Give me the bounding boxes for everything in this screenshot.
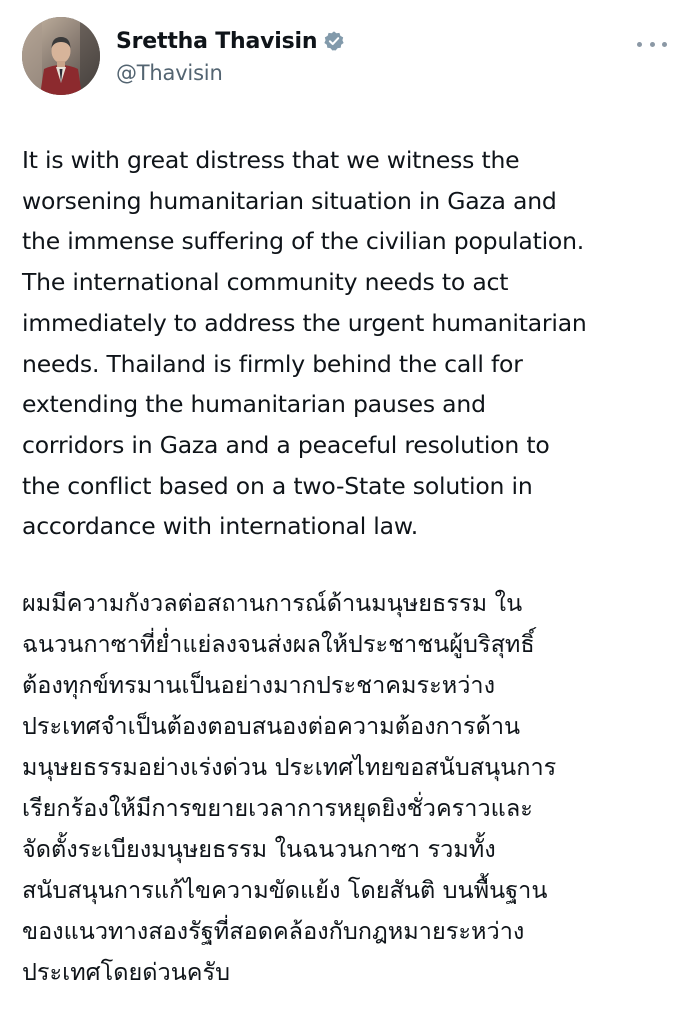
text-line: สนับสนุนการแก้ไขความขัดแย้ง โดยสันติ บนพื้นฐาน [22,876,548,904]
verified-badge-icon [323,30,345,52]
text-line: immediately to address the urgent humanitarian [22,308,587,337]
text-line: worsening humanitarian situation in Gaza and [22,186,557,215]
text-line: the immense suffering of the civilian population. [22,227,585,256]
text-line: The international community needs to act [22,268,509,297]
more-dot [650,42,655,47]
tweet-header [22,17,667,97]
text-line: the conflict based on a two-State solution in [22,471,533,500]
text-line: ประเทศโดยด่วนครับ [22,958,231,986]
text-line: corridors in Gaza and a peaceful resolution to [22,430,550,459]
text-line: It is with great distress that we witness the [22,146,520,174]
display-name-row [116,27,345,55]
avatar[interactable] [22,17,100,95]
tweet-text-english [22,140,672,547]
text-line: มนุษยธรรมอย่างเร่งด่วน ประเทศไทยขอสนับสนุนการ [22,753,557,781]
more-dot [637,42,642,47]
tweet-text-thai [22,583,672,993]
display-name[interactable]: Srettha Thavisin [116,28,318,54]
text-line: ฉนวนกาซาที่ย่ำแย่ลงจนส่งผลให้ประชาชนผู้บริสุทธิ์ [22,630,535,658]
text-line: ของแนวทางสองรัฐที่สอดคล้องกับกฎหมายระหว่าง [22,917,525,945]
more-options-icon[interactable] [637,37,667,51]
more-dot [662,42,667,47]
user-handle[interactable]: @Thavisin [116,61,223,85]
text-line: extending the humanitarian pauses and [22,390,486,419]
text-line: needs. Thailand is firmly behind the call for [22,349,523,378]
author-names [116,27,345,85]
text-line: ประเทศจำเป็นต้องตอบสนองต่อความต้องการด้าน [22,712,521,740]
text-line: accordance with international law. [22,512,418,541]
profile-photo-icon [22,17,100,95]
text-line: ผมมีความกังวลต่อสถานการณ์ด้านมนุษยธรรม ใน [22,589,523,617]
text-line: ต้องทุกข์ทรมานเป็นอย่างมากประชาคมระหว่าง [22,671,496,699]
text-line: จัดตั้งระเบียงมนุษยธรรม ในฉนวนกาซา รวมทั้ง [22,835,496,863]
text-line: เรียกร้องให้มีการขยายเวลาการหยุดยิงชั่วคราวและ [22,794,533,822]
